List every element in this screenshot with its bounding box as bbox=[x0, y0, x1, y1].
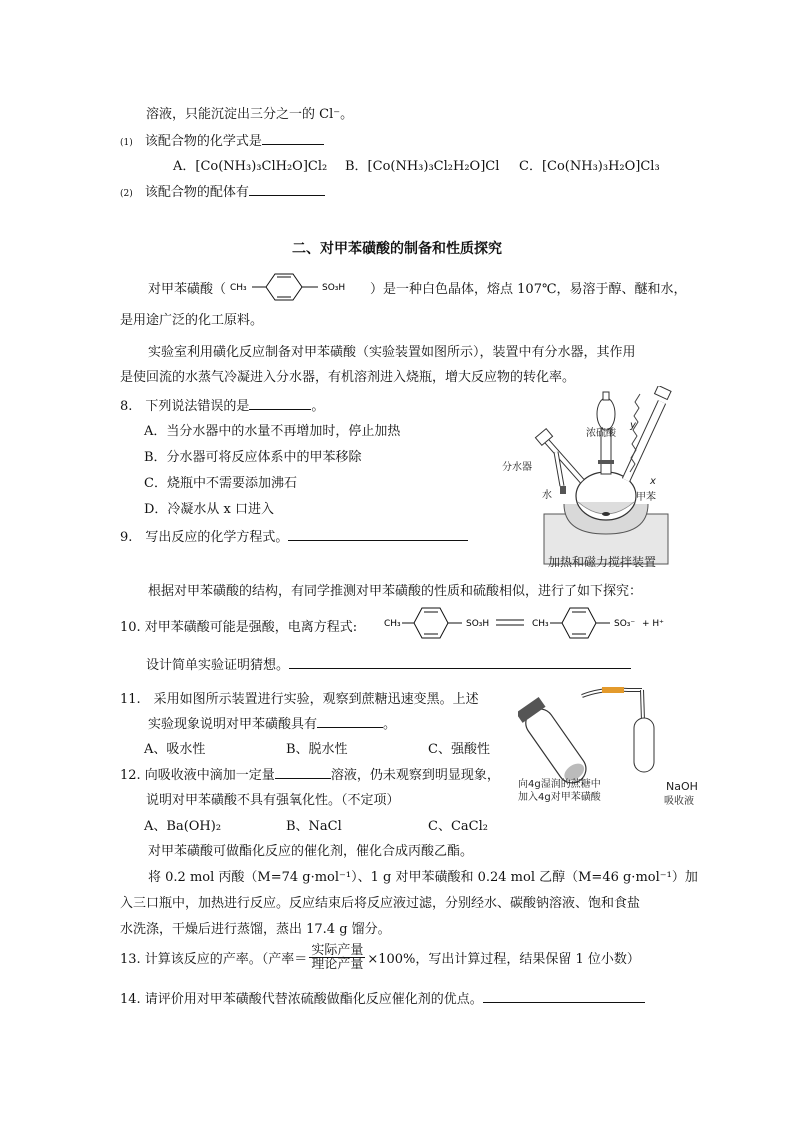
question-11: 11. 采用如图所示装置进行实验，观察到蔗糖迅速变黑。上述 bbox=[120, 692, 479, 707]
question-14: 14. 请评价用对甲苯磺酸代替浓硫酸做酯化反应催化剂的优点。 bbox=[120, 988, 645, 1007]
question-text: 9. 写出反应的化学方程式。 bbox=[120, 530, 289, 545]
question-number: (2) bbox=[120, 189, 133, 199]
water-label: 水 bbox=[542, 490, 552, 501]
intro-text-post: ）是一种白色晶体，熔点 107℃，易溶于醇、醚和水， bbox=[370, 281, 687, 297]
water-separator-label: 分水器 bbox=[502, 462, 532, 473]
yield-fraction bbox=[309, 944, 365, 971]
option-a: A．当分水器中的水量不再增加时，停止加热 bbox=[144, 424, 401, 439]
rubber-connector bbox=[602, 687, 624, 693]
question-10: 10. 对甲苯磺酸可能是强酸，电离方程式: bbox=[120, 620, 358, 635]
inlet-x-label: x bbox=[650, 476, 656, 487]
option-d: D．冷凝水从 x 口进入 bbox=[144, 502, 275, 517]
question-13: 13. 计算该反应的产率。（产率＝ $\frac{\text{实际产量}}{\text{理论产量}}$ ×100%，写出计算过程，结果保留 1 位小数） bbox=[120, 943, 640, 972]
answer-blank[interactable] bbox=[317, 713, 383, 728]
absorption-tube bbox=[634, 718, 654, 772]
question-12: 12. 向吸收液中滴加一定量 溶液，仍未观察到明显现象， bbox=[120, 764, 500, 783]
question-8: 8. 下列说法错误的是 。 bbox=[120, 395, 324, 414]
sucrose-dehydration-figure bbox=[518, 682, 708, 812]
answer-blank[interactable] bbox=[289, 654, 631, 669]
answer-blank[interactable] bbox=[275, 764, 331, 779]
svg-text:SO₃H: SO₃H bbox=[322, 283, 346, 293]
answer-blank[interactable] bbox=[249, 395, 311, 410]
intro-paragraph bbox=[148, 272, 687, 302]
option-b: B．[Co(NH₃)₃Cl₂H₂O]Cl bbox=[345, 159, 500, 174]
question-9 bbox=[120, 526, 468, 545]
answer-blank[interactable] bbox=[288, 526, 468, 541]
option-c: C、强酸性 bbox=[428, 742, 490, 757]
answer-blank[interactable] bbox=[483, 988, 645, 1003]
question-2 bbox=[120, 181, 325, 200]
option-b: B．分水器可将反应体系中的甲苯移除 bbox=[144, 450, 362, 465]
option-c: C、CaCl₂ bbox=[428, 819, 488, 834]
separator-stopcock bbox=[560, 486, 566, 494]
paragraph-line: 水洗涤，干燥后进行蒸馏，蒸出 17.4 g 馏分。 bbox=[120, 922, 391, 937]
intro-line: 溶液，只能沉淀出三分之一的 Cl⁻。 bbox=[146, 107, 354, 122]
dropping-funnel bbox=[597, 398, 615, 430]
naoh-label: NaOH bbox=[666, 780, 698, 793]
question-1 bbox=[120, 130, 324, 149]
paragraph-line: 将 0.2 mol 丙酸（M=74 g·mol⁻¹）、1 g 对甲苯磺酸和 0.24 mol 乙醇（M=46 g·mol⁻¹）加 bbox=[148, 870, 698, 885]
option-a: A、吸水性 bbox=[144, 742, 206, 757]
stir-bar bbox=[602, 512, 610, 516]
inlet-y-label: y bbox=[630, 420, 636, 431]
svg-text:CH₃: CH₃ bbox=[384, 619, 401, 629]
svg-text:CH₃: CH₃ bbox=[230, 283, 247, 293]
question-text: 该配合物的配体有 bbox=[144, 185, 249, 200]
question-11-line-2: 实验现象说明对甲苯磺酸具有 。 bbox=[148, 713, 396, 732]
answer-blank[interactable] bbox=[262, 130, 324, 145]
svg-text:SO₃⁻: SO₃⁻ bbox=[614, 619, 636, 629]
paragraph-line: 是使回流的水蒸气冷凝进入分水器，有机溶剂进入烧瓶，增大反应物的转化率。 bbox=[120, 370, 576, 385]
option-c: C．[Co(NH₃)₃H₂O]Cl₃ bbox=[519, 159, 660, 174]
svg-text:CH₃: CH₃ bbox=[532, 619, 549, 629]
question-text: 该配合物的化学式是 bbox=[144, 134, 262, 149]
intro-text-pre: 对甲苯磺酸（ bbox=[148, 281, 227, 297]
option-c: C．烧瓶中不需要添加沸石 bbox=[144, 476, 297, 491]
paragraph-line: 对甲苯磺酸可做酯化反应的催化剂，催化合成丙酸乙酯。 bbox=[148, 844, 474, 859]
option-a: A、Ba(OH)₂ bbox=[144, 819, 222, 834]
toluenesulfonic-acid-structure bbox=[226, 272, 370, 302]
toluene-label: 甲苯 bbox=[636, 492, 656, 503]
option-b: B、脱水性 bbox=[286, 742, 348, 757]
question-12-line-2: 说明对甲苯磺酸不具有强氧化性。（不定项） bbox=[146, 793, 400, 808]
section-title: 二、对甲苯磺酸的制备和性质探究 bbox=[292, 241, 502, 257]
question-10-line-2: 设计简单实验证明猜想。 bbox=[146, 654, 631, 673]
ionization-equation bbox=[380, 604, 710, 642]
paragraph-line: 实验室利用磺化反应制备对甲苯磺酸（实验装置如图所示），装置中有分水器，其作用 bbox=[148, 345, 636, 360]
tube-label-line-2: 加入4g对甲苯磺酸 bbox=[518, 792, 601, 803]
inquiry-text: 根据对甲苯磺酸的结构，有同学推测对甲苯磺酸的性质和硫酸相似，进行了如下探究： bbox=[148, 584, 643, 599]
question-text: 8. 下列说法错误的是 bbox=[120, 399, 250, 414]
tube-label-line-1: 向4g湿润的蔗糖中 bbox=[518, 779, 601, 790]
fraction-denominator: 理论产量 bbox=[311, 957, 364, 972]
question-number: (1) bbox=[120, 138, 133, 148]
heating-box-label: 加热和磁力搅拌装置 bbox=[548, 555, 657, 569]
answer-blank[interactable] bbox=[249, 181, 325, 196]
reflux-apparatus-figure bbox=[502, 386, 682, 572]
intro-line-2: 是用途广泛的化工原料。 bbox=[120, 313, 264, 328]
sulfuric-acid-label: 浓硫酸 bbox=[586, 428, 616, 439]
option-b: B、NaCl bbox=[286, 819, 342, 834]
svg-text:+ H⁺: + H⁺ bbox=[642, 619, 664, 629]
option-a: A．[Co(NH₃)₃ClH₂O]Cl₂ bbox=[173, 159, 328, 174]
absorption-liquid-label: 吸收液 bbox=[664, 796, 694, 807]
paragraph-line: 入三口瓶中，加热进行反应。反应结束后将反应液过滤，分别经水、碳酸钠溶液、饱和食盐 bbox=[120, 896, 641, 911]
svg-text:SO₃H: SO₃H bbox=[466, 619, 490, 629]
fraction-numerator: 实际产量 bbox=[311, 943, 364, 958]
